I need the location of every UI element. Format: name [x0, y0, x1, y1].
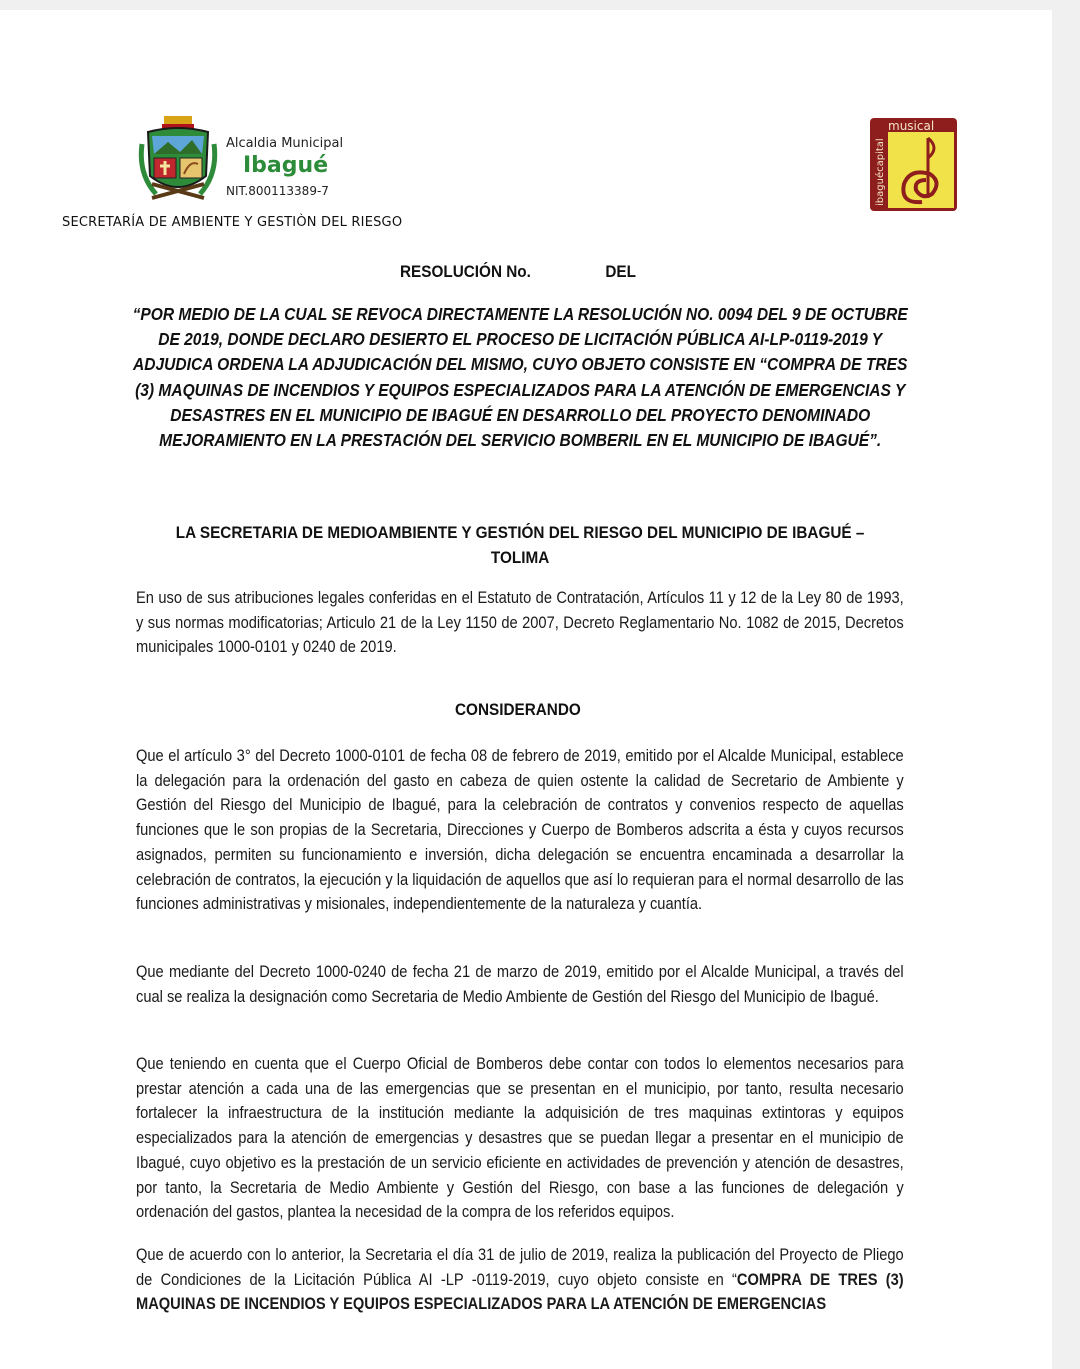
paragraph-4-bold-text: COMPRA DE TRES (3) MAQUINAS DE INCENDIOS Y EQUIPOS ESPECIALIZADOS PARA LA ATENCIÓN DE EMERGENCIAS: [136, 1270, 904, 1314]
ibague-musical-logo: [870, 118, 957, 211]
preamble-paragraph: En uso de sus atribuciones legales conferidas en el Estatuto de Contratación, Artículos 11 y 12 de la Ley 80 de 1993, y sus normas modificatorias; Articulo 21 de la Ley 1150 de 2007, Decreto Reglamentario No. 1082 de 2015, Decretos municipales 1000-0101 y 0240 de 2019.: [136, 589, 904, 657]
paragraph-3: Que teniendo en cuenta que el Cuerpo Oficial de Bomberos debe contar con todos lo elementos necesarios para prestar atención a cada una de las emergencias que se presentan en el municipio, por tanto, resulta necesario fortalecer la infraestructura de la institución mediante la adquisición de tres maquinas extintoras y equipos especializados para la atención de emergencias y desastres que se puedan llegar a presentar en el municipio de Ibagué, cuyo objetivo es la prestación de un servicio eficiente en actividades de prevención y atención de desastres, por tanto, la Secretaria de Medio Ambiente y Gestión del Riesgo, con base a las funciones de delegación y ordenación del gastos, plantea la necesidad de la compra de los referidos equipos.: [136, 1055, 904, 1222]
alcaldia-label: Alcaldia Municipal: [226, 136, 344, 151]
authority-heading: LA SECRETARIA DE MEDIOAMBIENTE Y GESTIÓN DEL RIESGO DEL MUNICIPIO DE IBAGUÉ – TOLIMA: [175, 523, 865, 567]
coat-of-arms-logo: [138, 114, 218, 208]
musical-logo-text: musical: [888, 119, 935, 133]
document-page: [0, 10, 1052, 1369]
resolucion-label: RESOLUCIÓN No.: [400, 262, 531, 281]
paragraph-1: Que el artículo 3° del Decreto 1000-0101 de fecha 08 de febrero de 2019, emitido por el Alcalde Municipal, establece la delegación para la ordenación del gasto en cabeza de quien ostente la calidad de Secretario de Ambiente y Gestión del Riesgo del Municipio de Ibagué, para la celebración de contratos y convenios respecto de aquellas funciones que le son propias de la Secretaria, Direcciones y Cuerpo de Bomberos adscrita a ésta y cuyos recursos asignados, permiten su funcionamiento e inversión, dicha delegación se encuentra encaminada a desarrollar la celebración de contratos, la ejecución y la liquidación de aquellos que así lo requieran para el normal desarrollo de las funciones administrativas y misionales, independientemente de la naturaleza y cuantía.: [136, 747, 904, 914]
alcaldia-branding: [226, 136, 386, 198]
considerando-heading: CONSIDERANDO: [455, 700, 581, 719]
paragraph-4: [136, 1243, 904, 1317]
secretaria-header: SECRETARÍA DE AMBIENTE Y GESTIÒN DEL RIESGO: [62, 215, 403, 230]
resolucion-line: [400, 262, 636, 282]
nit-number: NIT.800113389-7: [226, 184, 329, 198]
paragraph-2: Que mediante del Decreto 1000-0240 de fecha 21 de marzo de 2019, emitido por el Alcalde Municipal, a través del cual se realiza la designación como Secretaria de Medio Ambiente de Gestión del Riesgo del Municipio de Ibagué.: [136, 963, 904, 1006]
city-name: Ibagué: [243, 153, 329, 178]
del-label: DEL: [605, 262, 636, 281]
resolution-title: “POR MEDIO DE LA CUAL SE REVOCA DIRECTAMENTE LA RESOLUCIÓN NO. 0094 DEL 9 DE OCTUBRE DE 2019, DONDE DECLARO DESIERTO EL PROCESO DE LICITACIÓN PÚBLICA AI-LP-0119-2019 Y ADJUDICA ORDENA LA ADJUDICACIÓN DEL MISMO, CUYO OBJETO CONSISTE EN “COMPRA DE TRES (3) MAQUINAS DE INCENDIOS Y EQUIPOS ESPECIALIZADOS PARA LA ATENCIÓN DE EMERGENCIAS Y DESASTRES EN EL MUNICIPIO DE IBAGUÉ EN DESARROLLO DEL PROYECTO DENOMINADO MEJORAMIENTO EN LA PRESTACIÓN DEL SERVICIO BOMBERIL EN EL MUNICIPIO DE IBAGUÉ”.: [132, 304, 908, 451]
ibague-capital-logo-text: ibaguécapital: [875, 138, 886, 206]
paragraph-4-text: Que de acuerdo con lo anterior, la Secretaria el día 31 de julio de 2019, realiza la publicación del Proyecto de Pliego de Condiciones de la Licitación Pública AI -LP -0119-2019, cuyo objeto consiste en “: [136, 1246, 904, 1289]
